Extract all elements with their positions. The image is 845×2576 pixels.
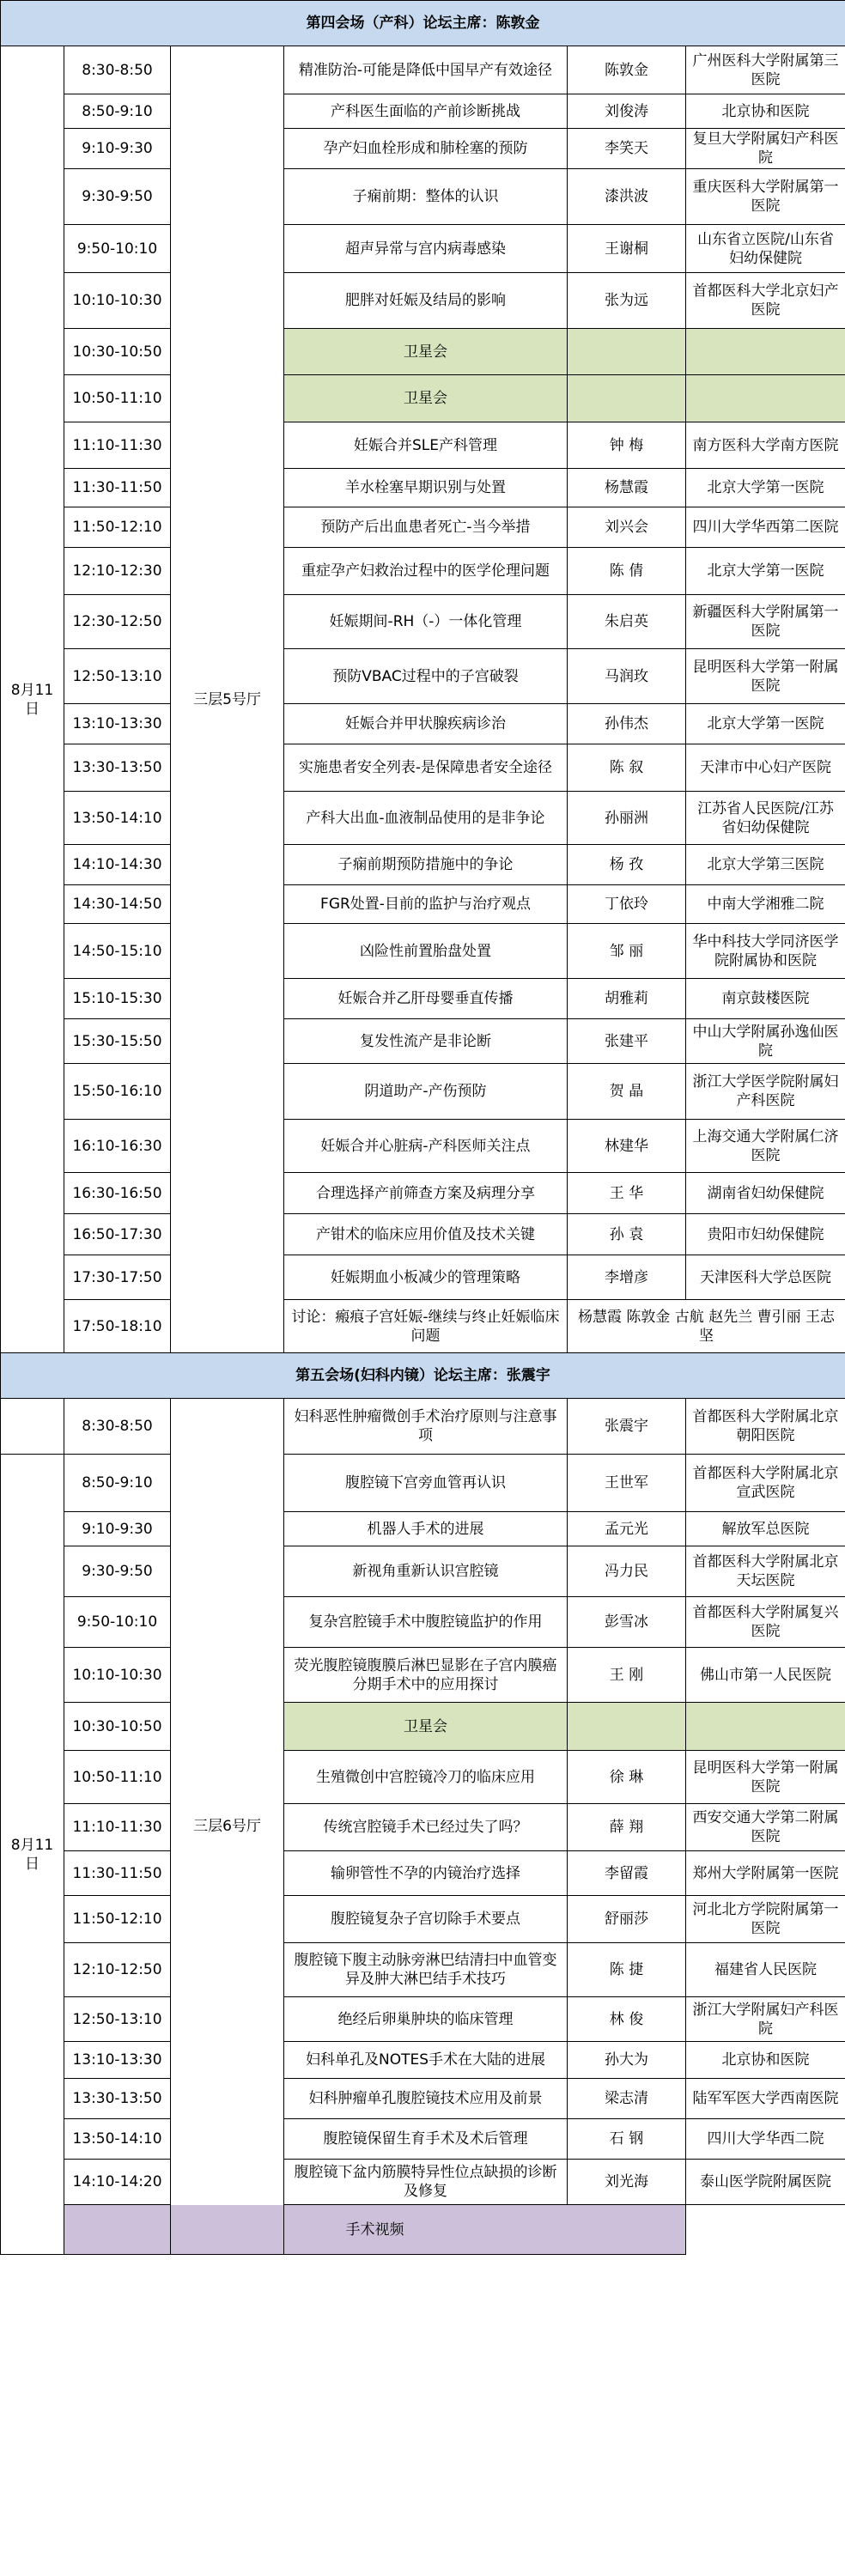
topic-cell: 新视角重新认识宫腔镜 [284, 1546, 568, 1597]
discussion-panel-cell: 杨慧霞 陈敦金 古航 赵先兰 曹引丽 王志坚 [568, 1300, 845, 1353]
speaker-cell: 徐 琳 [568, 1751, 686, 1804]
topic-cell: 荧光腹腔镜腹膜后淋巴显影在子宫内膜癌分期手术中的应用探讨 [284, 1648, 568, 1703]
topic-cell: 妇科单孔及NOTES手术在大陆的进展 [284, 2042, 568, 2079]
speaker-cell: 李笑天 [568, 129, 686, 169]
time-cell: 13:50-14:10 [64, 2119, 171, 2160]
schedule-row [1, 885, 845, 924]
schedule-row [1, 2160, 845, 2205]
speaker-cell: 彭雪冰 [568, 1597, 686, 1648]
organization-cell: 四川大学华西第二医院 [686, 507, 845, 548]
schedule-row [1, 1512, 845, 1546]
topic-cell: 妊娠期血小板减少的管理策略 [284, 1255, 568, 1300]
organization-cell: 佛山市第一人民医院 [686, 1648, 845, 1703]
time-cell: 9:30-9:50 [64, 169, 171, 225]
speaker-cell: 孙伟杰 [568, 704, 686, 744]
speaker-cell: 薛 翔 [568, 1804, 686, 1851]
time-cell: 9:50-10:10 [64, 1597, 171, 1648]
topic-cell: 产科医生面临的产前诊断挑战 [284, 94, 568, 129]
topic-cell: 妇科恶性肿瘤微创手术治疗原则与注意事项 [284, 1399, 568, 1455]
topic-cell: 腹腔镜保留生育手术及术后管理 [284, 2119, 568, 2160]
session-header: 第五会场(妇科内镜）论坛主席：张震宇 [1, 1353, 845, 1399]
time-cell: 11:50-12:10 [64, 1896, 171, 1943]
schedule-row [1, 1648, 845, 1703]
topic-cell: 机器人手术的进展 [284, 1512, 568, 1546]
speaker-cell: 刘光海 [568, 2160, 686, 2205]
schedule-row [1, 979, 845, 1019]
organization-cell: 首都医科大学附属北京朝阳医院 [686, 1399, 845, 1455]
schedule-row [1, 1399, 845, 1455]
time-cell: 16:30-16:50 [64, 1173, 171, 1214]
schedule-row [1, 469, 845, 507]
topic-cell: 超声异常与宫内病毒感染 [284, 225, 568, 273]
session-header: 第四会场（产科）论坛主席：陈敦金 [1, 1, 845, 46]
speaker-cell: 林 俊 [568, 1997, 686, 2042]
organization-cell: 浙江大学附属妇产科医院 [686, 1997, 845, 2042]
topic-cell: 重症孕产妇救治过程中的医学伦理问题 [284, 548, 568, 595]
organization-cell: 四川大学华西二院 [686, 2119, 845, 2160]
session-header-row [1, 1353, 845, 1399]
time-cell: 12:30-12:50 [64, 595, 171, 649]
organization-cell: 重庆医科大学附属第一医院 [686, 169, 845, 225]
schedule-row [1, 704, 845, 744]
topic-cell: 产科大出血-血液制品使用的是非争论 [284, 792, 568, 845]
speaker-cell: 朱启英 [568, 595, 686, 649]
time-cell: 8:30-8:50 [64, 46, 171, 94]
schedule-row [1, 375, 845, 422]
organization-cell: 华中科技大学同济医学院附属协和医院 [686, 924, 845, 979]
session-header-row [1, 1, 845, 46]
time-cell: 13:30-13:50 [64, 2079, 171, 2119]
speaker-cell: 陈 捷 [568, 1943, 686, 1997]
speaker-cell: 孙丽洲 [568, 792, 686, 845]
time-cell: 15:30-15:50 [64, 1019, 171, 1064]
schedule-row [1, 1019, 845, 1064]
topic-cell: 凶险性前置胎盘处置 [284, 924, 568, 979]
schedule-row [1, 507, 845, 548]
speaker-cell: 杨慧霞 [568, 469, 686, 507]
speaker-cell: 王谢桐 [568, 225, 686, 273]
organization-cell: 昆明医科大学第一附属医院 [686, 649, 845, 704]
topic-cell: 腹腔镜下盆内筋膜特异性位点缺损的诊断及修复 [284, 2160, 568, 2205]
organization-cell: 首都医科大学北京妇产医院 [686, 273, 845, 329]
schedule-row [1, 1300, 845, 1353]
date-cell: 8月11日 [1, 1455, 64, 2255]
topic-cell: 实施患者安全列表-是保障患者安全途径 [284, 744, 568, 792]
time-cell: 10:50-11:10 [64, 375, 171, 422]
time-cell: 11:10-11:30 [64, 422, 171, 469]
schedule-row [1, 1804, 845, 1851]
speaker-cell: 孟元光 [568, 1512, 686, 1546]
time-cell: 12:10-12:50 [64, 1943, 171, 1997]
organization-cell: 陆军军医大学西南医院 [686, 2079, 845, 2119]
schedule-row [1, 924, 845, 979]
topic-cell: 腹腔镜下宫旁血管再认识 [284, 1455, 568, 1512]
time-cell: 10:10-10:30 [64, 273, 171, 329]
topic-cell: 输卵管性不孕的内镜治疗选择 [284, 1851, 568, 1896]
schedule-row [1, 1896, 845, 1943]
schedule-row [1, 169, 845, 225]
organization-cell: 昆明医科大学第一附属医院 [686, 1751, 845, 1804]
speaker-cell: 陈 倩 [568, 548, 686, 595]
organization-cell: 福建省人民医院 [686, 1943, 845, 1997]
organization-cell [686, 329, 845, 375]
speaker-cell: 王 华 [568, 1173, 686, 1214]
topic-cell: 腹腔镜下腹主动脉旁淋巴结清扫中血管变异及肿大淋巴结手术技巧 [284, 1943, 568, 1997]
organization-cell: 首都医科大学附属复兴医院 [686, 1597, 845, 1648]
speaker-cell: 丁依玲 [568, 885, 686, 924]
topic-cell: 预防产后出血患者死亡-当今举措 [284, 507, 568, 548]
organization-cell: 中山大学附属孙逸仙医院 [686, 1019, 845, 1064]
time-cell: 14:10-14:20 [64, 2160, 171, 2205]
organization-cell: 中南大学湘雅二院 [686, 885, 845, 924]
time-cell: 8:30-8:50 [64, 1399, 171, 1455]
time-cell: 13:10-13:30 [64, 2042, 171, 2079]
speaker-cell: 林建华 [568, 1120, 686, 1173]
schedule-row [1, 548, 845, 595]
topic-cell: 预防VBAC过程中的子宫破裂 [284, 649, 568, 704]
speaker-cell: 王 刚 [568, 1648, 686, 1703]
schedule-row [1, 2119, 845, 2160]
time-cell: 14:50-15:10 [64, 924, 171, 979]
topic-cell: 肥胖对妊娠及结局的影响 [284, 273, 568, 329]
organization-cell: 山东省立医院/山东省妇幼保健院 [686, 225, 845, 273]
speaker-cell: 李增彦 [568, 1255, 686, 1300]
topic-cell: 讨论：瘢痕子宫妊娠-继续与终止妊娠临床问题 [284, 1300, 568, 1353]
time-cell: 11:30-11:50 [64, 1851, 171, 1896]
schedule-row [1, 225, 845, 273]
topic-cell: 妊娠期间-RH（-）一体化管理 [284, 595, 568, 649]
speaker-cell: 冯力民 [568, 1546, 686, 1597]
organization-cell: 北京大学第一医院 [686, 548, 845, 595]
organization-cell: 复旦大学附属妇产科医院 [686, 129, 845, 169]
time-cell: 10:30-10:50 [64, 329, 171, 375]
schedule-row [1, 1597, 845, 1648]
time-cell: 13:30-13:50 [64, 744, 171, 792]
room-cell: 三层6号厅 [171, 1399, 284, 2255]
time-cell: 16:10-16:30 [64, 1120, 171, 1173]
speaker-cell: 邹 丽 [568, 924, 686, 979]
organization-cell: 上海交通大学附属仁济医院 [686, 1120, 845, 1173]
organization-cell: 西安交通大学第二附属医院 [686, 1804, 845, 1851]
topic-cell: 精准防治-可能是降低中国早产有效途径 [284, 46, 568, 94]
organization-cell: 贵阳市妇幼保健院 [686, 1214, 845, 1255]
time-cell: 12:10-12:30 [64, 548, 171, 595]
organization-cell: 北京大学第一医院 [686, 704, 845, 744]
time-cell: 9:30-9:50 [64, 1546, 171, 1597]
schedule-row [1, 845, 845, 885]
topic-cell: 子痫前期：整体的认识 [284, 169, 568, 225]
schedule-row [1, 46, 845, 94]
organization-cell [686, 375, 845, 422]
organization-cell: 广州医科大学附属第三医院 [686, 46, 845, 94]
schedule-row [1, 94, 845, 129]
satellite-session-cell: 卫星会 [284, 329, 568, 375]
time-cell: 12:50-13:10 [64, 1997, 171, 2042]
topic-cell: 羊水栓塞早期识别与处置 [284, 469, 568, 507]
speaker-cell: 张为远 [568, 273, 686, 329]
schedule-row [1, 595, 845, 649]
organization-cell: 湖南省妇幼保健院 [686, 1173, 845, 1214]
schedule-row [1, 649, 845, 704]
organization-cell: 首都医科大学附属北京天坛医院 [686, 1546, 845, 1597]
schedule-row [1, 792, 845, 845]
schedule-row [1, 1120, 845, 1173]
topic-cell: 妊娠合并乙肝母婴垂直传播 [284, 979, 568, 1019]
speaker-cell: 马润玫 [568, 649, 686, 704]
schedule-row [1, 1851, 845, 1896]
time-cell: 10:50-11:10 [64, 1751, 171, 1804]
time-cell: 11:50-12:10 [64, 507, 171, 548]
schedule-row [1, 1455, 845, 1512]
time-cell: 13:50-14:10 [64, 792, 171, 845]
speaker-cell: 陈敦金 [568, 46, 686, 94]
time-cell: 16:50-17:30 [64, 1214, 171, 1255]
speaker-cell: 钟 梅 [568, 422, 686, 469]
organization-cell: 北京协和医院 [686, 2042, 845, 2079]
organization-cell: 天津市中心妇产医院 [686, 744, 845, 792]
video-row [1, 2205, 845, 2255]
organization-cell: 首都医科大学附属北京宣武医院 [686, 1455, 845, 1512]
schedule-row [1, 2079, 845, 2119]
time-cell: 13:10-13:30 [64, 704, 171, 744]
organization-cell: 泰山医学院附属医院 [686, 2160, 845, 2205]
organization-cell: 天津医科大学总医院 [686, 1255, 845, 1300]
speaker-cell: 孙大为 [568, 2042, 686, 2079]
time-cell: 15:50-16:10 [64, 1064, 171, 1120]
time-cell: 14:30-14:50 [64, 885, 171, 924]
topic-cell: 妇科肿瘤单孔腹腔镜技术应用及前景 [284, 2079, 568, 2119]
topic-cell: 妊娠合并甲状腺疾病诊治 [284, 704, 568, 744]
surgery-video-cell: 手术视频 [64, 2205, 686, 2255]
schedule-row [1, 273, 845, 329]
organization-cell: 江苏省人民医院/江苏省妇幼保健院 [686, 792, 845, 845]
time-cell: 12:50-13:10 [64, 649, 171, 704]
schedule-row [1, 1751, 845, 1804]
schedule-row [1, 1064, 845, 1120]
speaker-cell: 刘俊涛 [568, 94, 686, 129]
organization-cell: 北京协和医院 [686, 94, 845, 129]
schedule-row [1, 1255, 845, 1300]
time-cell: 11:30-11:50 [64, 469, 171, 507]
topic-cell: 子痫前期预防措施中的争论 [284, 845, 568, 885]
organization-cell: 南京鼓楼医院 [686, 979, 845, 1019]
topic-cell: 复杂宫腔镜手术中腹腔镜监护的作用 [284, 1597, 568, 1648]
schedule-row [1, 1703, 845, 1751]
organization-cell: 解放军总医院 [686, 1512, 845, 1546]
organization-cell: 郑州大学附属第一医院 [686, 1851, 845, 1896]
speaker-cell: 石 钢 [568, 2119, 686, 2160]
date-cell-blank [1, 1399, 64, 1455]
time-cell: 8:50-9:10 [64, 94, 171, 129]
time-cell: 8:50-9:10 [64, 1455, 171, 1512]
organization-cell: 浙江大学医学院附属妇产科医院 [686, 1064, 845, 1120]
topic-cell: 绝经后卵巢肿块的临床管理 [284, 1997, 568, 2042]
time-cell: 9:50-10:10 [64, 225, 171, 273]
time-cell: 9:10-9:30 [64, 129, 171, 169]
speaker-cell: 杨 孜 [568, 845, 686, 885]
time-cell: 15:10-15:30 [64, 979, 171, 1019]
schedule-row [1, 1173, 845, 1214]
speaker-cell: 胡雅莉 [568, 979, 686, 1019]
schedule-row [1, 1214, 845, 1255]
speaker-cell: 张震宇 [568, 1399, 686, 1455]
topic-cell: FGR处置-目前的监护与治疗观点 [284, 885, 568, 924]
speaker-cell [568, 329, 686, 375]
organization-cell: 河北北方学院附属第一医院 [686, 1896, 845, 1943]
schedule-row [1, 1546, 845, 1597]
date-cell: 8月11日 [1, 46, 64, 1353]
organization-cell: 北京大学第一医院 [686, 469, 845, 507]
time-cell: 17:50-18:10 [64, 1300, 171, 1353]
time-cell: 9:10-9:30 [64, 1512, 171, 1546]
satellite-session-cell: 卫星会 [284, 375, 568, 422]
time-cell: 11:10-11:30 [64, 1804, 171, 1851]
topic-cell: 阴道助产-产伤预防 [284, 1064, 568, 1120]
organization-cell [686, 1703, 845, 1751]
satellite-session-cell: 卫星会 [284, 1703, 568, 1751]
schedule-row [1, 422, 845, 469]
organization-cell: 新疆医科大学附属第一医院 [686, 595, 845, 649]
schedule-row [1, 129, 845, 169]
topic-cell: 妊娠合并SLE产科管理 [284, 422, 568, 469]
time-cell: 10:10-10:30 [64, 1648, 171, 1703]
topic-cell: 生殖微创中宫腔镜冷刀的临床应用 [284, 1751, 568, 1804]
topic-cell: 产钳术的临床应用价值及技术关键 [284, 1214, 568, 1255]
organization-cell: 南方医科大学南方医院 [686, 422, 845, 469]
schedule-row [1, 329, 845, 375]
time-cell: 14:10-14:30 [64, 845, 171, 885]
speaker-cell: 李留霞 [568, 1851, 686, 1896]
time-cell: 17:30-17:50 [64, 1255, 171, 1300]
speaker-cell [568, 375, 686, 422]
topic-cell: 腹腔镜复杂子宫切除手术要点 [284, 1896, 568, 1943]
speaker-cell: 张建平 [568, 1019, 686, 1064]
speaker-cell: 梁志清 [568, 2079, 686, 2119]
organization-cell: 北京大学第三医院 [686, 845, 845, 885]
schedule-row [1, 1997, 845, 2042]
speaker-cell: 陈 叙 [568, 744, 686, 792]
speaker-cell: 孙 袁 [568, 1214, 686, 1255]
room-cell: 三层5号厅 [171, 46, 284, 1353]
speaker-cell [568, 1703, 686, 1751]
speaker-cell: 舒丽莎 [568, 1896, 686, 1943]
schedule-row [1, 2042, 845, 2079]
schedule-row [1, 744, 845, 792]
topic-cell: 孕产妇血栓形成和肺栓塞的预防 [284, 129, 568, 169]
topic-cell: 复发性流产是非论断 [284, 1019, 568, 1064]
speaker-cell: 漆洪波 [568, 169, 686, 225]
speaker-cell: 贺 晶 [568, 1064, 686, 1120]
time-cell: 10:30-10:50 [64, 1703, 171, 1751]
schedule-row [1, 1943, 845, 1997]
topic-cell: 合理选择产前筛查方案及病理分享 [284, 1173, 568, 1214]
speaker-cell: 王世军 [568, 1455, 686, 1512]
topic-cell: 妊娠合并心脏病-产科医师关注点 [284, 1120, 568, 1173]
speaker-cell: 刘兴会 [568, 507, 686, 548]
topic-cell: 传统宫腔镜手术已经过失了吗？ [284, 1804, 568, 1851]
